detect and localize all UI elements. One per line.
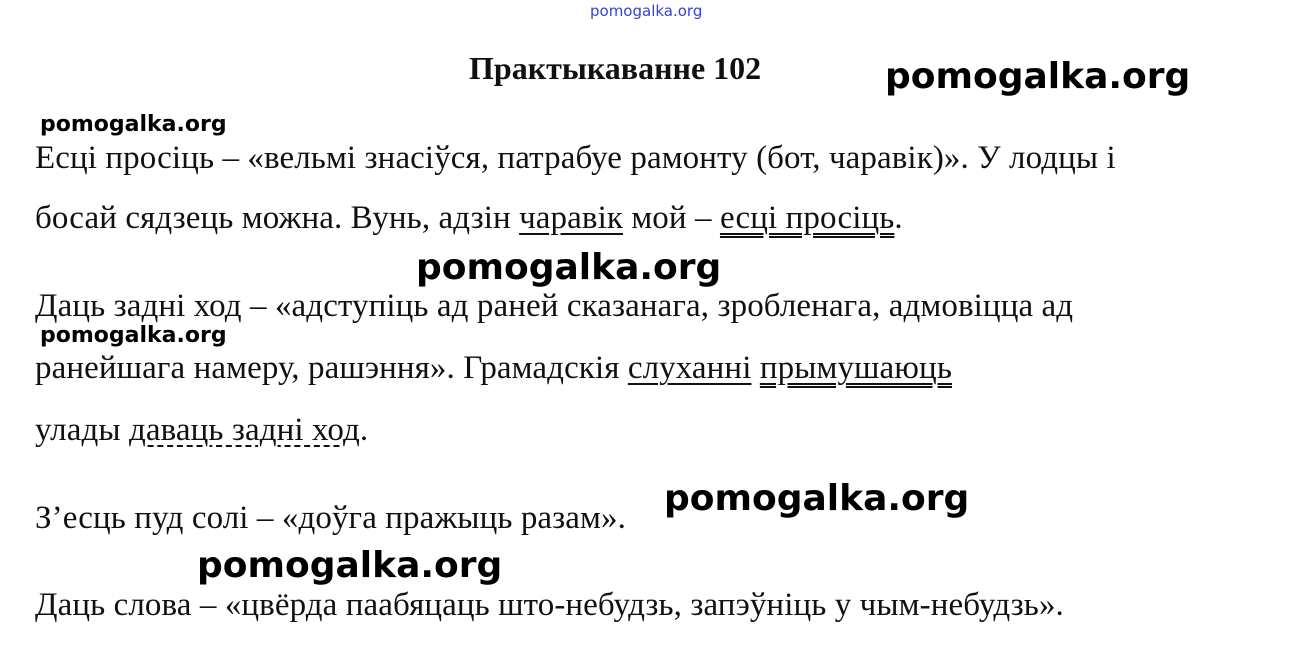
text-segment — [751, 350, 759, 386]
paragraph-line — [35, 412, 368, 449]
watermark: pomogalka.org — [885, 56, 1191, 97]
underlined-word-subject: чаравік — [519, 200, 623, 236]
underlined-word-predicate: прымушаюць — [759, 350, 952, 386]
watermark: pomogalka.org — [40, 112, 227, 137]
paragraph-line: Даць задні ход – «адступіць ад раней сказанага, зробленага, адмовіцца ад — [35, 288, 1074, 324]
underlined-phrase-predicate: есці просіць — [719, 200, 895, 236]
paragraph-line: Есці просіць – «вельмі знасіўся, патрабуе рамонту (бот, чаравік)». У лодцы і — [35, 140, 1116, 176]
watermark-top-link[interactable]: pomogalka.org — [590, 2, 703, 20]
watermark: pomogalka.org — [40, 323, 227, 348]
watermark: pomogalka.org — [197, 545, 503, 586]
text-segment: улады — [35, 412, 129, 448]
underlined-phrase-object: даваць задні ход — [128, 412, 360, 448]
paragraph-line — [35, 200, 903, 237]
paragraph-line: З’есць пуд солі – «доўга пражыць разам». — [35, 500, 626, 536]
underlined-word-subject: слуханні — [627, 350, 752, 386]
text-segment: босай сядзець можна. Вунь, адзін — [35, 200, 520, 236]
text-segment: ранейшага намеру, рашэння». Грамадскія — [35, 350, 628, 386]
text-segment: . — [894, 200, 903, 236]
text-segment: . — [359, 412, 369, 448]
paragraph-line: Даць слова – «цвёрда паабяцаць што-небудзь, запэўніць у чым-небудзь». — [35, 587, 1064, 623]
text-segment: мой – — [622, 200, 720, 236]
watermark: pomogalka.org — [664, 478, 970, 519]
page-title: Практыкаванне 102 — [469, 50, 762, 86]
watermark: pomogalka.org — [416, 247, 722, 288]
paragraph-line — [35, 350, 952, 387]
